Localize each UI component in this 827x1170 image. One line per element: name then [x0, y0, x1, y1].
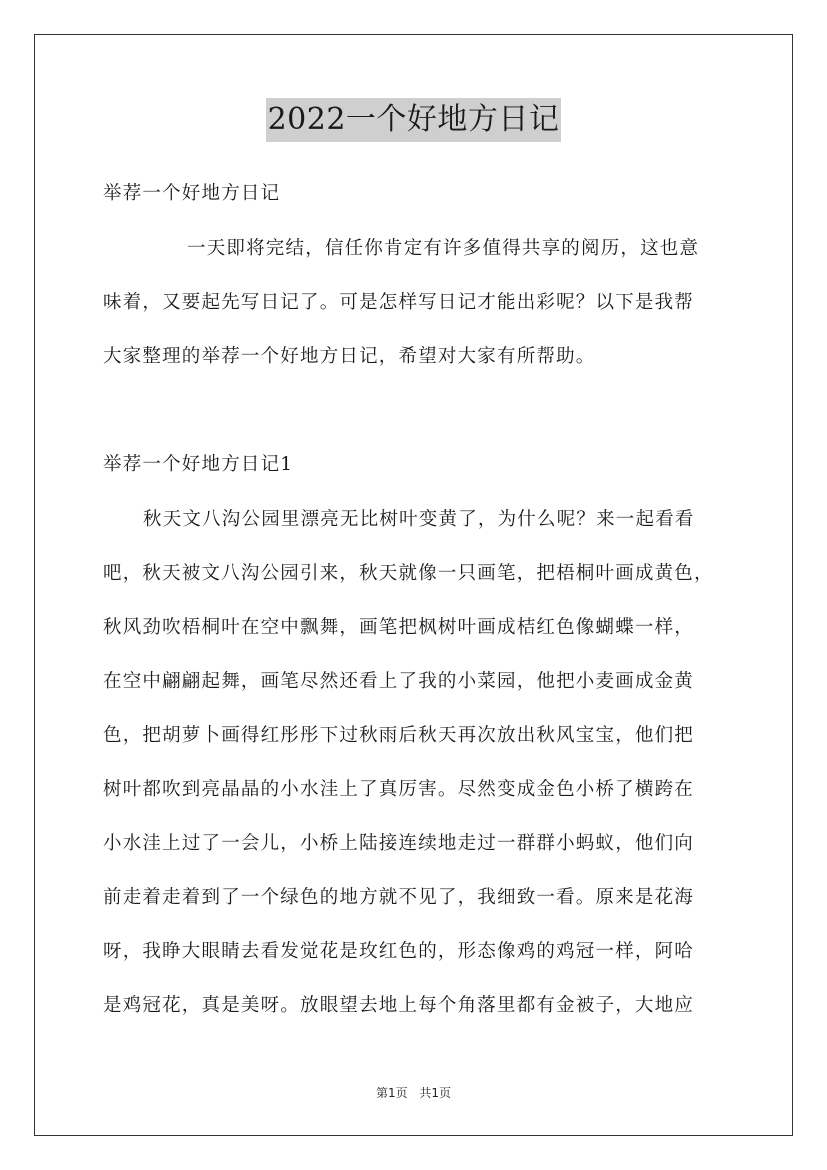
intro-line-2: 味着，又要起先写日记了。可是怎样写日记才能出彩呢？以下是我帮: [103, 292, 695, 313]
body-line-6: 树叶都吹到亮晶晶的小水洼上了真厉害。尽然变成金色小桥了横跨在: [103, 779, 695, 800]
body-line-5: 色，把胡萝卜画得红彤彤下过秋雨后秋天再次放出秋风宝宝，他们把: [103, 725, 695, 746]
subtitle: 举荐一个好地方日记: [103, 183, 281, 204]
section-heading: 举荐一个好地方日记1: [103, 454, 294, 475]
body-line-3: 秋风劲吹梧桐叶在空中飘舞，画笔把枫树叶画成桔红色像蝴蝶一样，: [103, 617, 695, 638]
body-line-8: 前走着走着到了一个绿色的地方就不见了，我细致一看。原来是花海: [103, 887, 695, 908]
body-line-1: 秋天文八沟公园里漂亮无比树叶变黄了，为什么呢？来一起看看: [143, 509, 695, 530]
body-line-9: 呀，我睁大眼睛去看发觉花是玫红色的，形态像鸡的鸡冠一样，阿哈: [103, 941, 695, 962]
body-line-4: 在空中翩翩起舞，画笔尽然还看上了我的小菜园，他把小麦画成金黄: [103, 671, 695, 692]
title-container: [0, 98, 827, 142]
intro-line-3: 大家整理的举荐一个好地方日记，希望对大家有所帮助。: [103, 346, 596, 367]
page-footer: [0, 1084, 827, 1101]
body-line-7: 小水洼上过了一会儿，小桥上陆接连续地走过一群群小蚂蚁，他们向: [103, 833, 695, 854]
page-total: 共1页: [419, 1086, 452, 1100]
page-number: 第1页: [375, 1086, 408, 1100]
intro-line-1: 一天即将完结，信任你肯定有许多值得共享的阅历，这也意: [187, 238, 700, 259]
document-title: 2022一个好地方日记: [266, 98, 562, 142]
body-line-2: 吧，秋天被文八沟公园引来，秋天就像一只画笔，把梧桐叶画成黄色，: [103, 563, 714, 584]
body-line-10: 是鸡冠花，真是美呀。放眼望去地上每个角落里都有金被子，大地应: [103, 995, 695, 1016]
